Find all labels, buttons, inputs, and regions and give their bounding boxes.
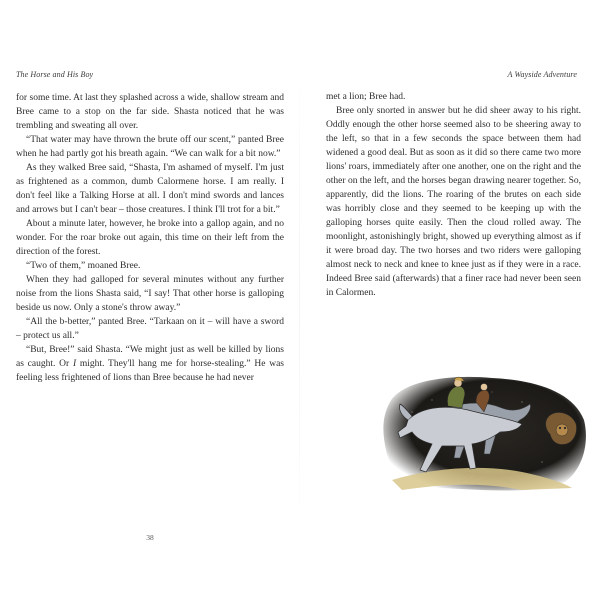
paragraph: About a minute later, however, he broke into a gallop again, and no wonder. For the roar broke out again, this time on their left from the direction of the forest. [16, 219, 284, 257]
paragraph [16, 343, 284, 385]
paragraph: “All the b-better,” panted Bree. “Tarkaan on it – will have a sword – protect us all.” [16, 317, 284, 341]
paragraph: “That water may have thrown the brute off our scent,” panted Bree when he had partly got his breath again. “We can walk for a bit now.” [16, 135, 284, 159]
paragraph: When they had galloped for several minutes without any further noise from the lions Shasta said, “I say! That other horse is galloping beside us now. Only a stone's throw away.” [16, 275, 284, 313]
paragraph-segment: might. They'll hang me for horse-stealing.” He was feeling less frightened of lions than Bree because he had never [16, 359, 284, 383]
page-number: 38 [146, 533, 154, 542]
paragraph: met a lion; Bree had. [326, 92, 406, 102]
galloping-horses-and-lion-illustration [372, 372, 590, 496]
right-page [300, 0, 600, 600]
paragraph: for some time. At last they splashed across a wide, shallow stream and Bree came to a stop on the far side. Shasta noticed that he was trembling and sweating all over. [16, 93, 284, 131]
left-text-block [16, 91, 284, 385]
right-running-head: A Wayside Adventure [507, 70, 577, 79]
paragraph: Bree only snorted in answer but he did sheer away to his right. Oddly enough the other horse seemed also to be sheering away to the left, so that in a few seconds the space between them had widened a good deal. But as soon as it did so there came two more lions' roars, immediately after one another, one on the right and the other on the left, and the horses began drawing nearer together. So, apparently, did the lions. The roaring of the brutes on each side was horribly close and they seemed to be keeping up with the galloping horses quite easily. Then the cloud rolled away. The moonlight, astonishingly bright, showed up everything almost as if it were broad day. The two horses and two riders were galloping almost neck to neck and knee to knee just as if they were in a race. Indeed Bree said (afterwards) that a finer race had never been seen in Calormen. [326, 106, 581, 298]
italic-emphasis: I [72, 359, 77, 369]
left-running-head: The Horse and His Boy [16, 70, 94, 79]
paragraph: “Two of them,” moaned Bree. [26, 261, 141, 271]
paragraph-segment: “But, Bree!” said Shasta. “We might just as well be killed by lions as caught. Or [16, 345, 284, 369]
paragraph: As they walked Bree said, “Shasta, I'm ashamed of myself. I'm just as frightened as a common, dumb Calormene horse. I am really. I don't feel like a Talking Horse at all. I don't mind swords and lances and arrows but I can't bear – those creatures. I think I'll trot for a bit.” [16, 163, 284, 215]
right-text-block [326, 90, 581, 300]
